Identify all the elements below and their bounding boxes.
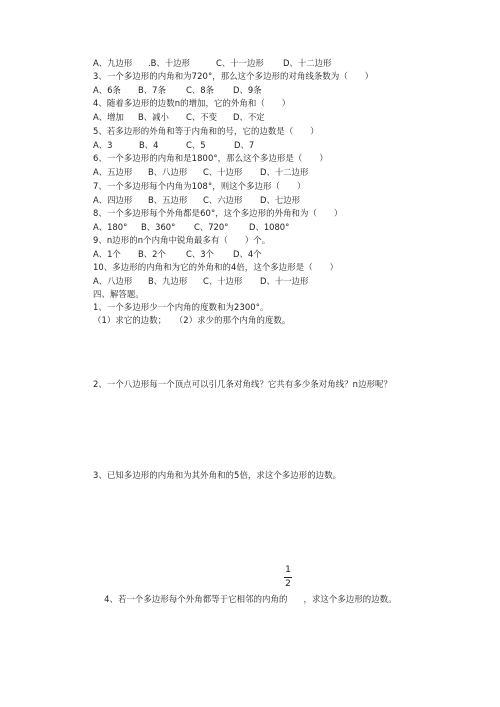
option-b: B、4: [139, 140, 159, 150]
option-a: A、八边形: [93, 276, 133, 286]
option-c: C、不变: [186, 112, 217, 122]
option-a: A、180°: [93, 222, 128, 232]
option-a: A、6条: [93, 85, 121, 95]
fraction-bar: [284, 577, 292, 578]
question-3: 3、一个多边形的内角和为720°，那么这个多边形的对角线条数为（ ）: [93, 71, 374, 81]
option-b: B、减小: [138, 112, 169, 122]
option-c: C、十边形: [203, 276, 243, 286]
option-d: D、十一边形: [260, 276, 309, 286]
question-5: 5、若多边形的外角和等于内角和的号，它的边数是（ ）: [93, 126, 319, 136]
option-c: C、5: [186, 140, 206, 150]
question-9: 9、n边形的n个内角中锐角最多有（ ）个。: [93, 235, 271, 245]
problem-4-text-after: ，求这个多边形的边数。: [303, 594, 397, 604]
question-7: 7、一个多边形每个内角为108°，则这个多边形（ ）: [93, 181, 306, 191]
fraction-numerator: 1: [285, 565, 291, 575]
option-b: B、九边形: [148, 276, 188, 286]
problem-4: [93, 583, 397, 616]
option-c: C、十边形: [203, 167, 243, 177]
option-a: A、四边形: [93, 195, 133, 205]
question-6: 6、一个多边形的内角和是1800°，那么这个多边形是（ ）: [93, 153, 328, 163]
problem-1: 1、一个多边形少一个内角的度数和为2300°。: [93, 302, 269, 312]
option-c: C、720°: [194, 222, 229, 232]
option-a: A、1个: [93, 249, 121, 259]
option-b: B、360°: [141, 222, 176, 232]
fraction-one-half: [283, 565, 293, 590]
fraction-denominator: 2: [285, 579, 291, 589]
option-a: A、五边形: [93, 167, 133, 177]
option-b: B、五边形: [148, 195, 188, 205]
option-a: A、增加: [93, 112, 124, 122]
option-b: B、2个: [138, 249, 166, 259]
option-d: D、7: [234, 140, 255, 150]
problem-1-subparts: （1）求它的边数； （2）求少的那个内角的度数。: [93, 315, 291, 325]
option-d: D、十二边形: [260, 167, 309, 177]
problem-2: 2、一个八边形每一个顶点可以引几条对角线？它共有多少条对角线？n边形呢？: [93, 379, 392, 389]
section-heading: 四、解答题。: [93, 289, 144, 299]
option-b: B、7条: [138, 85, 166, 95]
option-d: D、七边形: [260, 195, 300, 205]
option-d: D、4个: [233, 249, 262, 259]
option-c: C、3个: [186, 249, 214, 259]
option-c: C、8条: [186, 85, 214, 95]
option-d: D、不定: [233, 112, 265, 122]
option-b: B、八边形: [148, 167, 188, 177]
problem-3: 3、已知多边形的内角和为其外角和的5倍，求这个多边形的边数。: [93, 470, 342, 480]
option-d: D、十二边形: [283, 58, 332, 68]
option-b: .B、十边形: [148, 58, 190, 68]
option-c: C、六边形: [203, 195, 243, 205]
option-a: A、3: [93, 140, 113, 150]
option-d: D、1080°: [249, 222, 290, 232]
problem-4-text-before: 4、若一个多边形每个外角都等于它相邻的内角的: [104, 594, 288, 604]
question-8: 8、一个多边形每个外角都是60°，这个多边形的外角和为（ ）: [93, 208, 343, 218]
option-a: A、九边形: [93, 58, 133, 68]
question-10: 10、多边形的内角和为它的外角和的4倍，这个多边形是（ ）: [93, 262, 339, 272]
option-c: C、十一边形: [216, 58, 264, 68]
question-4: 4、随着多边形的边数n的增加，它的外角和（ ）: [93, 98, 291, 108]
option-d: D、9条: [233, 85, 262, 95]
